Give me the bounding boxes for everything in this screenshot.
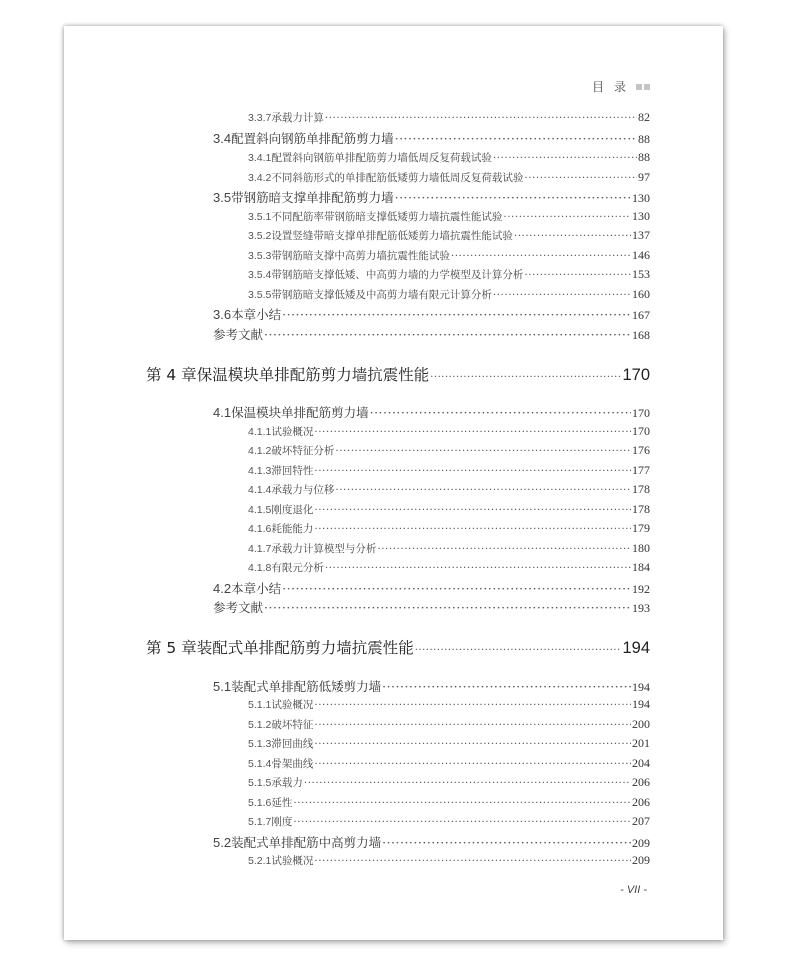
toc-entry-title: 破坏特征分析 — [271, 445, 335, 457]
toc-entry-number: 5.1.3 — [248, 738, 272, 750]
leader-dots — [395, 190, 631, 205]
toc-entry-title: 承载力与位移 — [271, 484, 335, 496]
toc-entry-number: 4.1.7 — [248, 543, 272, 555]
toc-entry-page-number: 178 — [632, 502, 650, 516]
leader-dots — [514, 230, 631, 242]
toc-subsection-entry[interactable] — [248, 795, 650, 810]
toc-entry-number: 5.2 — [213, 835, 232, 850]
toc-entry-number: 3.4 — [213, 131, 232, 146]
toc-subsection-entry[interactable] — [248, 756, 650, 771]
toc-section-entry[interactable] — [213, 677, 650, 695]
toc-entry-page-number: 184 — [632, 560, 650, 574]
toc-subsection-entry[interactable] — [248, 560, 650, 575]
toc-entry-page-number: 82 — [638, 110, 650, 124]
toc-entry-page-number: 192 — [632, 582, 650, 596]
toc-entry-page-number: 170 — [622, 366, 650, 384]
toc-subsection-entry[interactable] — [248, 228, 650, 243]
toc-subsection-entry[interactable] — [248, 717, 650, 732]
toc-entry-title: 试验概况 — [271, 426, 314, 438]
toc-subsection-entry[interactable] — [248, 697, 650, 712]
toc-entry-page-number: 176 — [632, 443, 650, 457]
toc-subsection-entry[interactable] — [248, 521, 650, 536]
toc-entry-number: 3.5.5 — [248, 289, 272, 301]
toc-subsection-entry[interactable] — [248, 170, 650, 185]
leader-dots — [382, 835, 631, 850]
toc-entry-page-number: 204 — [632, 756, 650, 770]
toc-entry-title: 有限元分析 — [271, 562, 324, 574]
toc-section-entry[interactable] — [213, 403, 650, 421]
toc-entry-title: 带钢筋暗支撑单排配筋剪力墙 — [231, 190, 394, 205]
leader-dots — [314, 426, 631, 438]
leader-dots — [314, 523, 631, 535]
toc-entry-number: 5.1.5 — [248, 777, 272, 789]
toc-entry-title: 参考文献 — [213, 327, 264, 342]
leader-dots — [377, 543, 631, 555]
toc-entry-number: 第 4 章 — [146, 366, 197, 384]
toc-entry-page-number: 146 — [632, 248, 650, 262]
leader-dots — [335, 445, 631, 457]
toc-entry-title: 带钢筋暗支撑中高剪力墙抗震性能试验 — [271, 250, 450, 262]
toc-entry-page-number: 168 — [632, 328, 650, 342]
toc-entry-title: 带钢筋暗支撑低矮、中高剪力墙的力学模型及计算分析 — [271, 269, 524, 281]
toc-entry-title: 承载力计算 — [271, 112, 324, 124]
leader-dots — [314, 719, 631, 731]
toc-entry-page-number: 180 — [632, 541, 650, 555]
leader-dots — [524, 269, 631, 281]
leader-dots — [382, 679, 631, 694]
toc-entry-page-number: 209 — [632, 836, 650, 850]
toc-entry-page-number: 194 — [632, 680, 650, 694]
toc-entry-number: 4.1.2 — [248, 445, 272, 457]
toc-subsection-entry[interactable] — [248, 287, 650, 302]
toc-entry-title: 配置斜向钢筋单排配筋剪力墙低周反复荷载试验 — [271, 152, 492, 164]
gray-square-icon — [644, 84, 650, 90]
leader-dots — [282, 581, 631, 596]
toc-entry-page-number: 206 — [632, 775, 650, 789]
toc-entry-title: 本章小结 — [231, 307, 282, 322]
toc-entry-title: 骨架曲线 — [271, 758, 314, 770]
toc-entry-title: 滞回特性 — [271, 465, 314, 477]
toc-subsection-entry[interactable] — [248, 267, 650, 282]
toc-chapter-entry[interactable] — [146, 636, 650, 658]
toc-section-entry[interactable] — [213, 188, 650, 206]
leader-dots — [264, 600, 631, 615]
toc-entry-page-number: 88 — [638, 150, 650, 164]
toc-entry-number: 5.1.7 — [248, 816, 272, 828]
toc-entry-number: 3.5 — [213, 190, 232, 205]
leader-dots — [370, 405, 631, 420]
toc-entry-number: 4.1.5 — [248, 504, 272, 516]
toc-subsection-entry[interactable] — [248, 110, 650, 125]
leader-dots — [325, 112, 637, 124]
toc-entry-page-number: 170 — [632, 406, 650, 420]
toc-subsection-entry[interactable] — [248, 541, 650, 556]
toc-entry-title: 破坏特征 — [271, 719, 314, 731]
toc-section-entry[interactable] — [213, 129, 650, 147]
leader-dots — [493, 289, 631, 301]
toc-entry-title: 承载力计算模型与分析 — [271, 543, 377, 555]
toc-entry-number: 4.1 — [213, 405, 232, 420]
toc-entry-page-number: 130 — [632, 209, 650, 223]
toc-subsection-entry[interactable] — [248, 814, 650, 829]
toc-entry-page-number: 88 — [638, 132, 650, 146]
toc-subsection-entry[interactable] — [248, 482, 650, 497]
header-title-char-1: 目 — [591, 80, 604, 94]
toc-entry-number: 5.1.2 — [248, 719, 272, 731]
toc-entry-page-number: 193 — [632, 601, 650, 615]
toc-entry-title: 刚度退化 — [271, 504, 314, 516]
toc-entry-page-number: 194 — [622, 639, 650, 657]
toc-entry-number: 5.1.4 — [248, 758, 272, 770]
toc-entry-number: 4.1.1 — [248, 426, 272, 438]
toc-entry-page-number: 160 — [632, 287, 650, 301]
toc-entry-page-number: 201 — [632, 736, 650, 750]
toc-entry-page-number: 194 — [632, 697, 650, 711]
toc-entry-title: 滞回曲线 — [271, 738, 314, 750]
toc-entry-number: 3.5.1 — [248, 211, 272, 223]
toc-entry-page-number: 167 — [632, 308, 650, 322]
leader-dots — [264, 327, 631, 342]
toc-entry-number: 第 5 章 — [146, 639, 197, 657]
toc-entry-title: 装配式单排配筋剪力墙抗震性能 — [196, 639, 414, 657]
leader-dots — [314, 855, 631, 867]
toc-entry-page-number: 200 — [632, 717, 650, 731]
toc-entry-title: 参考文献 — [213, 600, 264, 615]
toc-entry-title: 保温模块单排配筋剪力墙 — [231, 405, 369, 420]
toc-entry-title: 装配式单排配筋低矮剪力墙 — [231, 679, 382, 694]
toc-entry-page-number: 179 — [632, 521, 650, 535]
toc-entry-number: 4.2 — [213, 581, 232, 596]
toc-entry-title: 不同斜筋形式的单排配筋低矮剪力墙低周反复荷载试验 — [271, 172, 524, 184]
toc-entry-number: 3.5.3 — [248, 250, 272, 262]
toc-entry-number: 5.1.1 — [248, 699, 272, 711]
toc-entry-page-number: 97 — [638, 170, 650, 184]
toc-entry-number: 3.4.2 — [248, 172, 272, 184]
leader-dots — [493, 152, 637, 164]
toc-entry-title: 保温模块单排配筋剪力墙抗震性能 — [196, 366, 430, 384]
toc-entry-number: 3.6 — [213, 307, 232, 322]
toc-entry-page-number: 177 — [632, 463, 650, 477]
leader-dots — [293, 797, 631, 809]
toc-subsection-entry[interactable] — [248, 853, 650, 868]
toc-subsection-entry[interactable] — [248, 248, 650, 263]
leader-dots — [314, 758, 631, 770]
toc-entry-title: 承载力 — [271, 777, 303, 789]
leader-dots — [314, 504, 631, 516]
toc-entry-number: 5.1.6 — [248, 797, 272, 809]
toc-chapter-entry[interactable] — [146, 363, 650, 385]
toc-entry-page-number: 137 — [632, 228, 650, 242]
toc-entry-title: 设置竖缝带暗支撑单排配筋低矮剪力墙抗震性能试验 — [271, 230, 513, 242]
toc-entry-number: 5.2.1 — [248, 855, 272, 867]
leader-dots — [395, 131, 637, 146]
toc-entry-page-number: 170 — [632, 424, 650, 438]
toc-entry-page-number: 178 — [632, 482, 650, 496]
leader-dots — [335, 484, 631, 496]
toc-entry-title: 装配式单排配筋中高剪力墙 — [231, 835, 382, 850]
toc-entry-title: 试验概况 — [271, 855, 314, 867]
toc-entry-number: 4.1.3 — [248, 465, 272, 477]
running-header — [592, 78, 650, 95]
toc-references-entry[interactable] — [213, 325, 650, 343]
toc-entry-page-number: 153 — [632, 267, 650, 281]
leader-dots — [314, 738, 631, 750]
toc-entry-page-number: 209 — [632, 853, 650, 867]
leader-dots — [430, 372, 621, 383]
toc-entry-number: 3.5.4 — [248, 269, 272, 281]
toc-entry-title: 带钢筋暗支撑低矮及中高剪力墙有限元计算分析 — [271, 289, 492, 301]
leader-dots — [293, 816, 631, 828]
book-page — [64, 26, 723, 940]
toc-subsection-entry[interactable] — [248, 502, 650, 517]
toc-entry-title: 耗能能力 — [271, 523, 314, 535]
toc-subsection-entry[interactable] — [248, 209, 650, 224]
toc-subsection-entry[interactable] — [248, 463, 650, 478]
toc-entry-number: 3.5.2 — [248, 230, 272, 242]
leader-dots — [314, 465, 631, 477]
toc-section-entry[interactable] — [213, 579, 650, 597]
toc-entry-page-number: 207 — [632, 814, 650, 828]
leader-dots — [524, 172, 637, 184]
toc-entry-number: 4.1.8 — [248, 562, 272, 574]
toc-entry-title: 刚度 — [271, 816, 293, 828]
toc-entry-title: 不同配筋率带钢筋暗支撑低矮剪力墙抗震性能试验 — [271, 211, 503, 223]
toc-subsection-entry[interactable] — [248, 443, 650, 458]
leader-dots — [314, 699, 631, 711]
toc-references-entry[interactable] — [213, 598, 650, 616]
toc-entry-number: 3.4.1 — [248, 152, 272, 164]
toc-entry-title: 试验概况 — [271, 699, 314, 711]
toc-entry-number: 4.1.4 — [248, 484, 272, 496]
leader-dots — [325, 562, 631, 574]
toc-entry-number: 4.1.6 — [248, 523, 272, 535]
toc-entry-title: 延性 — [271, 797, 293, 809]
leader-dots — [282, 307, 631, 322]
toc-subsection-entry[interactable] — [248, 424, 650, 439]
header-title-char-2: 录 — [613, 80, 626, 94]
toc-entry-page-number: 206 — [632, 795, 650, 809]
toc-entry-title: 配置斜向钢筋单排配筋剪力墙 — [231, 131, 394, 146]
page-number-footer: - VII - — [620, 884, 647, 896]
toc-entry-title: 本章小结 — [231, 581, 282, 596]
toc-section-entry[interactable] — [213, 305, 650, 323]
leader-dots — [415, 645, 622, 656]
toc-subsection-entry[interactable] — [248, 736, 650, 751]
gray-square-icon — [636, 84, 642, 90]
leader-dots — [304, 777, 631, 789]
leader-dots — [503, 211, 631, 223]
toc-subsection-entry[interactable] — [248, 150, 650, 165]
toc-subsection-entry[interactable] — [248, 775, 650, 790]
toc-entry-number: 5.1 — [213, 679, 232, 694]
toc-section-entry[interactable] — [213, 833, 650, 851]
leader-dots — [451, 250, 631, 262]
toc-entry-number: 3.3.7 — [248, 112, 272, 124]
toc-entry-page-number: 130 — [632, 191, 650, 205]
